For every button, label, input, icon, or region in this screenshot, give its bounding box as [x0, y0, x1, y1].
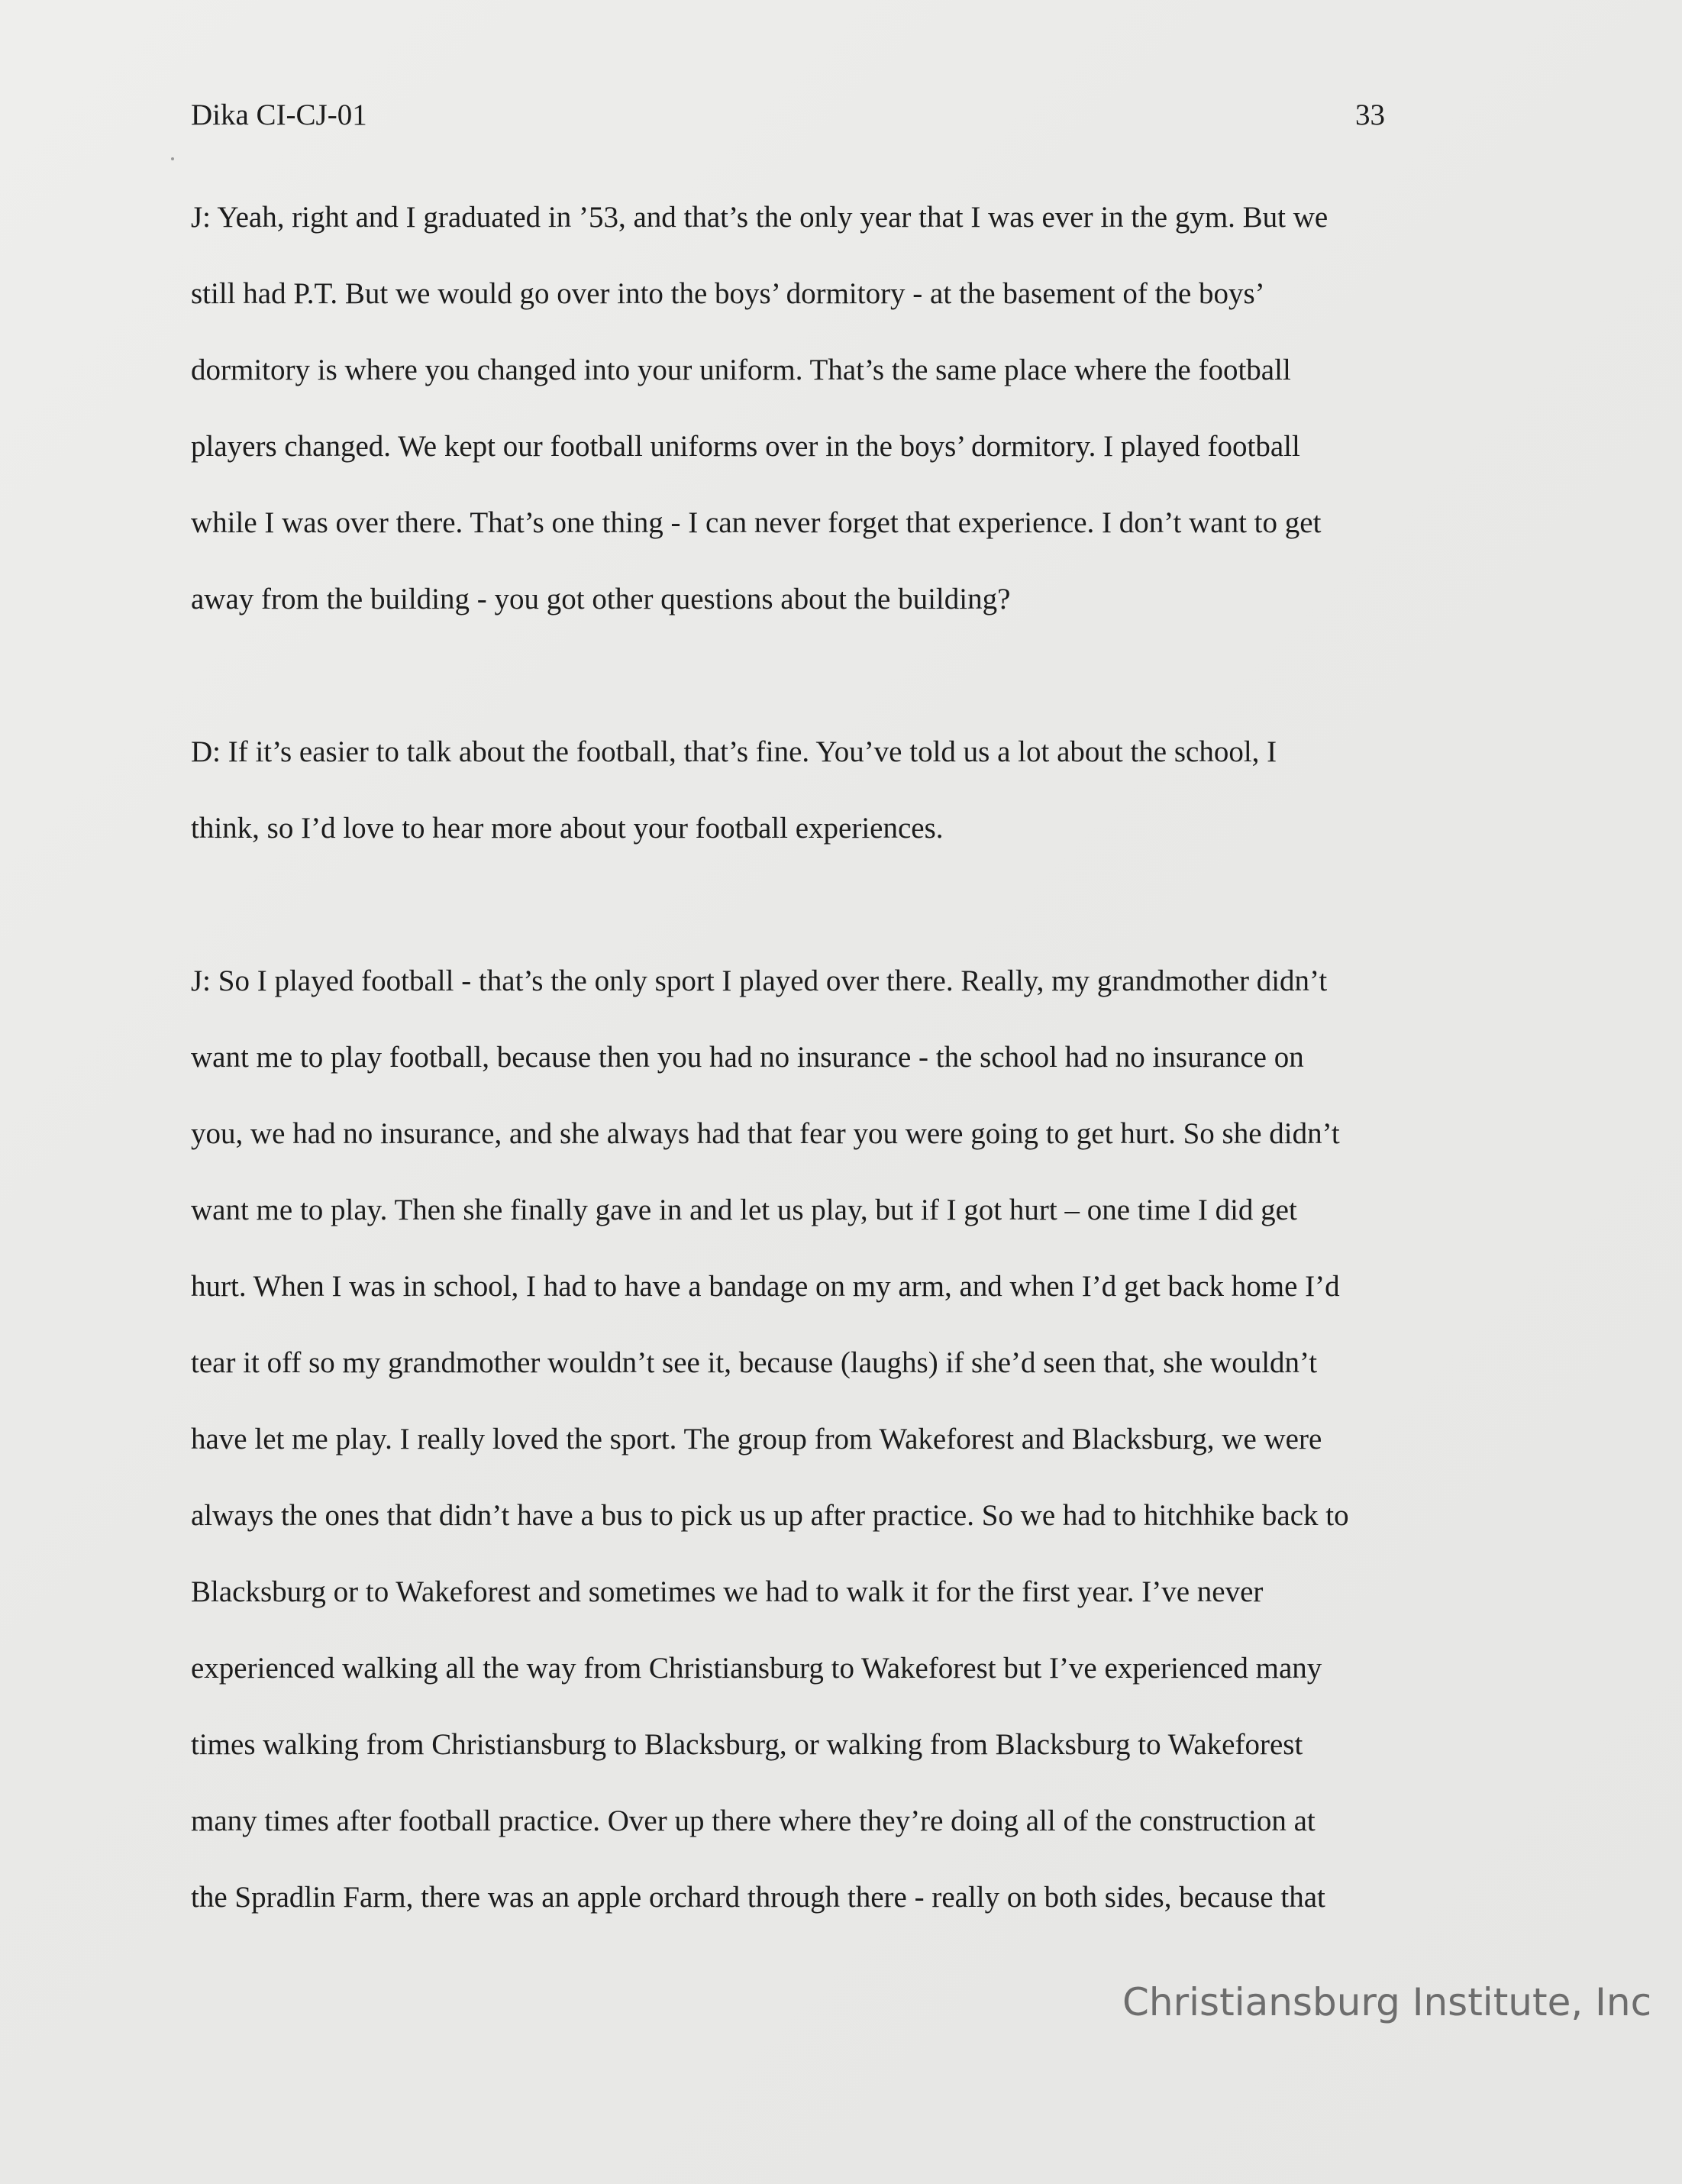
- text-line: Blacksburg or to Wakeforest and sometimes we had to walk it for the first year. I’ve never: [191, 1575, 1264, 1608]
- text-line: while I was over there. That’s one thing - I can never forget that experience. I don’t want to get: [191, 506, 1322, 539]
- text-line: times walking from Christiansburg to Blacksburg, or walking from Blacksburg to Wakeforest: [191, 1728, 1303, 1761]
- text-line: hurt. When I was in school, I had to have a bandage on my arm, and when I’d get back home I’d: [191, 1270, 1340, 1303]
- text-line: want me to play. Then she finally gave in and let us play, but if I got hurt – one time I did get: [191, 1194, 1297, 1226]
- text-line: tear it off so my grandmother wouldn’t see it, because (laughs) if she’d seen that, she wouldn’t: [191, 1346, 1318, 1379]
- text-line: have let me play. I really loved the sport. The group from Wakeforest and Blacksburg, we were: [191, 1423, 1322, 1455]
- page-number: 33: [1355, 99, 1385, 131]
- document-id: Dika CI-CJ-01: [191, 99, 367, 131]
- text-line: players changed. We kept our football uniforms over in the boys’ dormitory. I played football: [191, 430, 1300, 463]
- text-line: you, we had no insurance, and she always had that fear you were going to get hurt. So she didn’t: [191, 1117, 1340, 1150]
- text-line: want me to play football, because then you had no insurance - the school had no insurance on: [191, 1041, 1304, 1074]
- text-line: D: If it’s easier to talk about the football, that’s fine. You’ve told us a lot about the school, I: [191, 735, 1277, 768]
- text-line: J: Yeah, right and I graduated in ’53, and that’s the only year that I was ever in the gym. But we: [191, 201, 1328, 234]
- text-line: always the ones that didn’t have a bus to pick us up after practice. So we had to hitchhike back to: [191, 1499, 1349, 1532]
- text-line: experienced walking all the way from Christiansburg to Wakeforest but I’ve experienced many: [191, 1652, 1322, 1685]
- text-line: the Spradlin Farm, there was an apple orchard through there - really on both sides, because that: [191, 1881, 1325, 1914]
- text-line: think, so I’d love to hear more about your football experiences.: [191, 812, 944, 845]
- text-line: still had P.T. But we would go over into the boys’ dormitory - at the basement of the boys’: [191, 277, 1265, 310]
- text-line: J: So I played football - that’s the only sport I played over there. Really, my grandmother didn’t: [191, 964, 1328, 997]
- text-line: away from the building - you got other questions about the building?: [191, 583, 1011, 615]
- watermark-text: Christiansburg Institute, Inc: [1122, 1980, 1652, 2024]
- text-line: dormitory is where you changed into your uniform. That’s the same place where the football: [191, 354, 1291, 386]
- text-line: many times after football practice. Over up there where they’re doing all of the construction at: [191, 1804, 1316, 1837]
- paper-speck: [171, 157, 174, 160]
